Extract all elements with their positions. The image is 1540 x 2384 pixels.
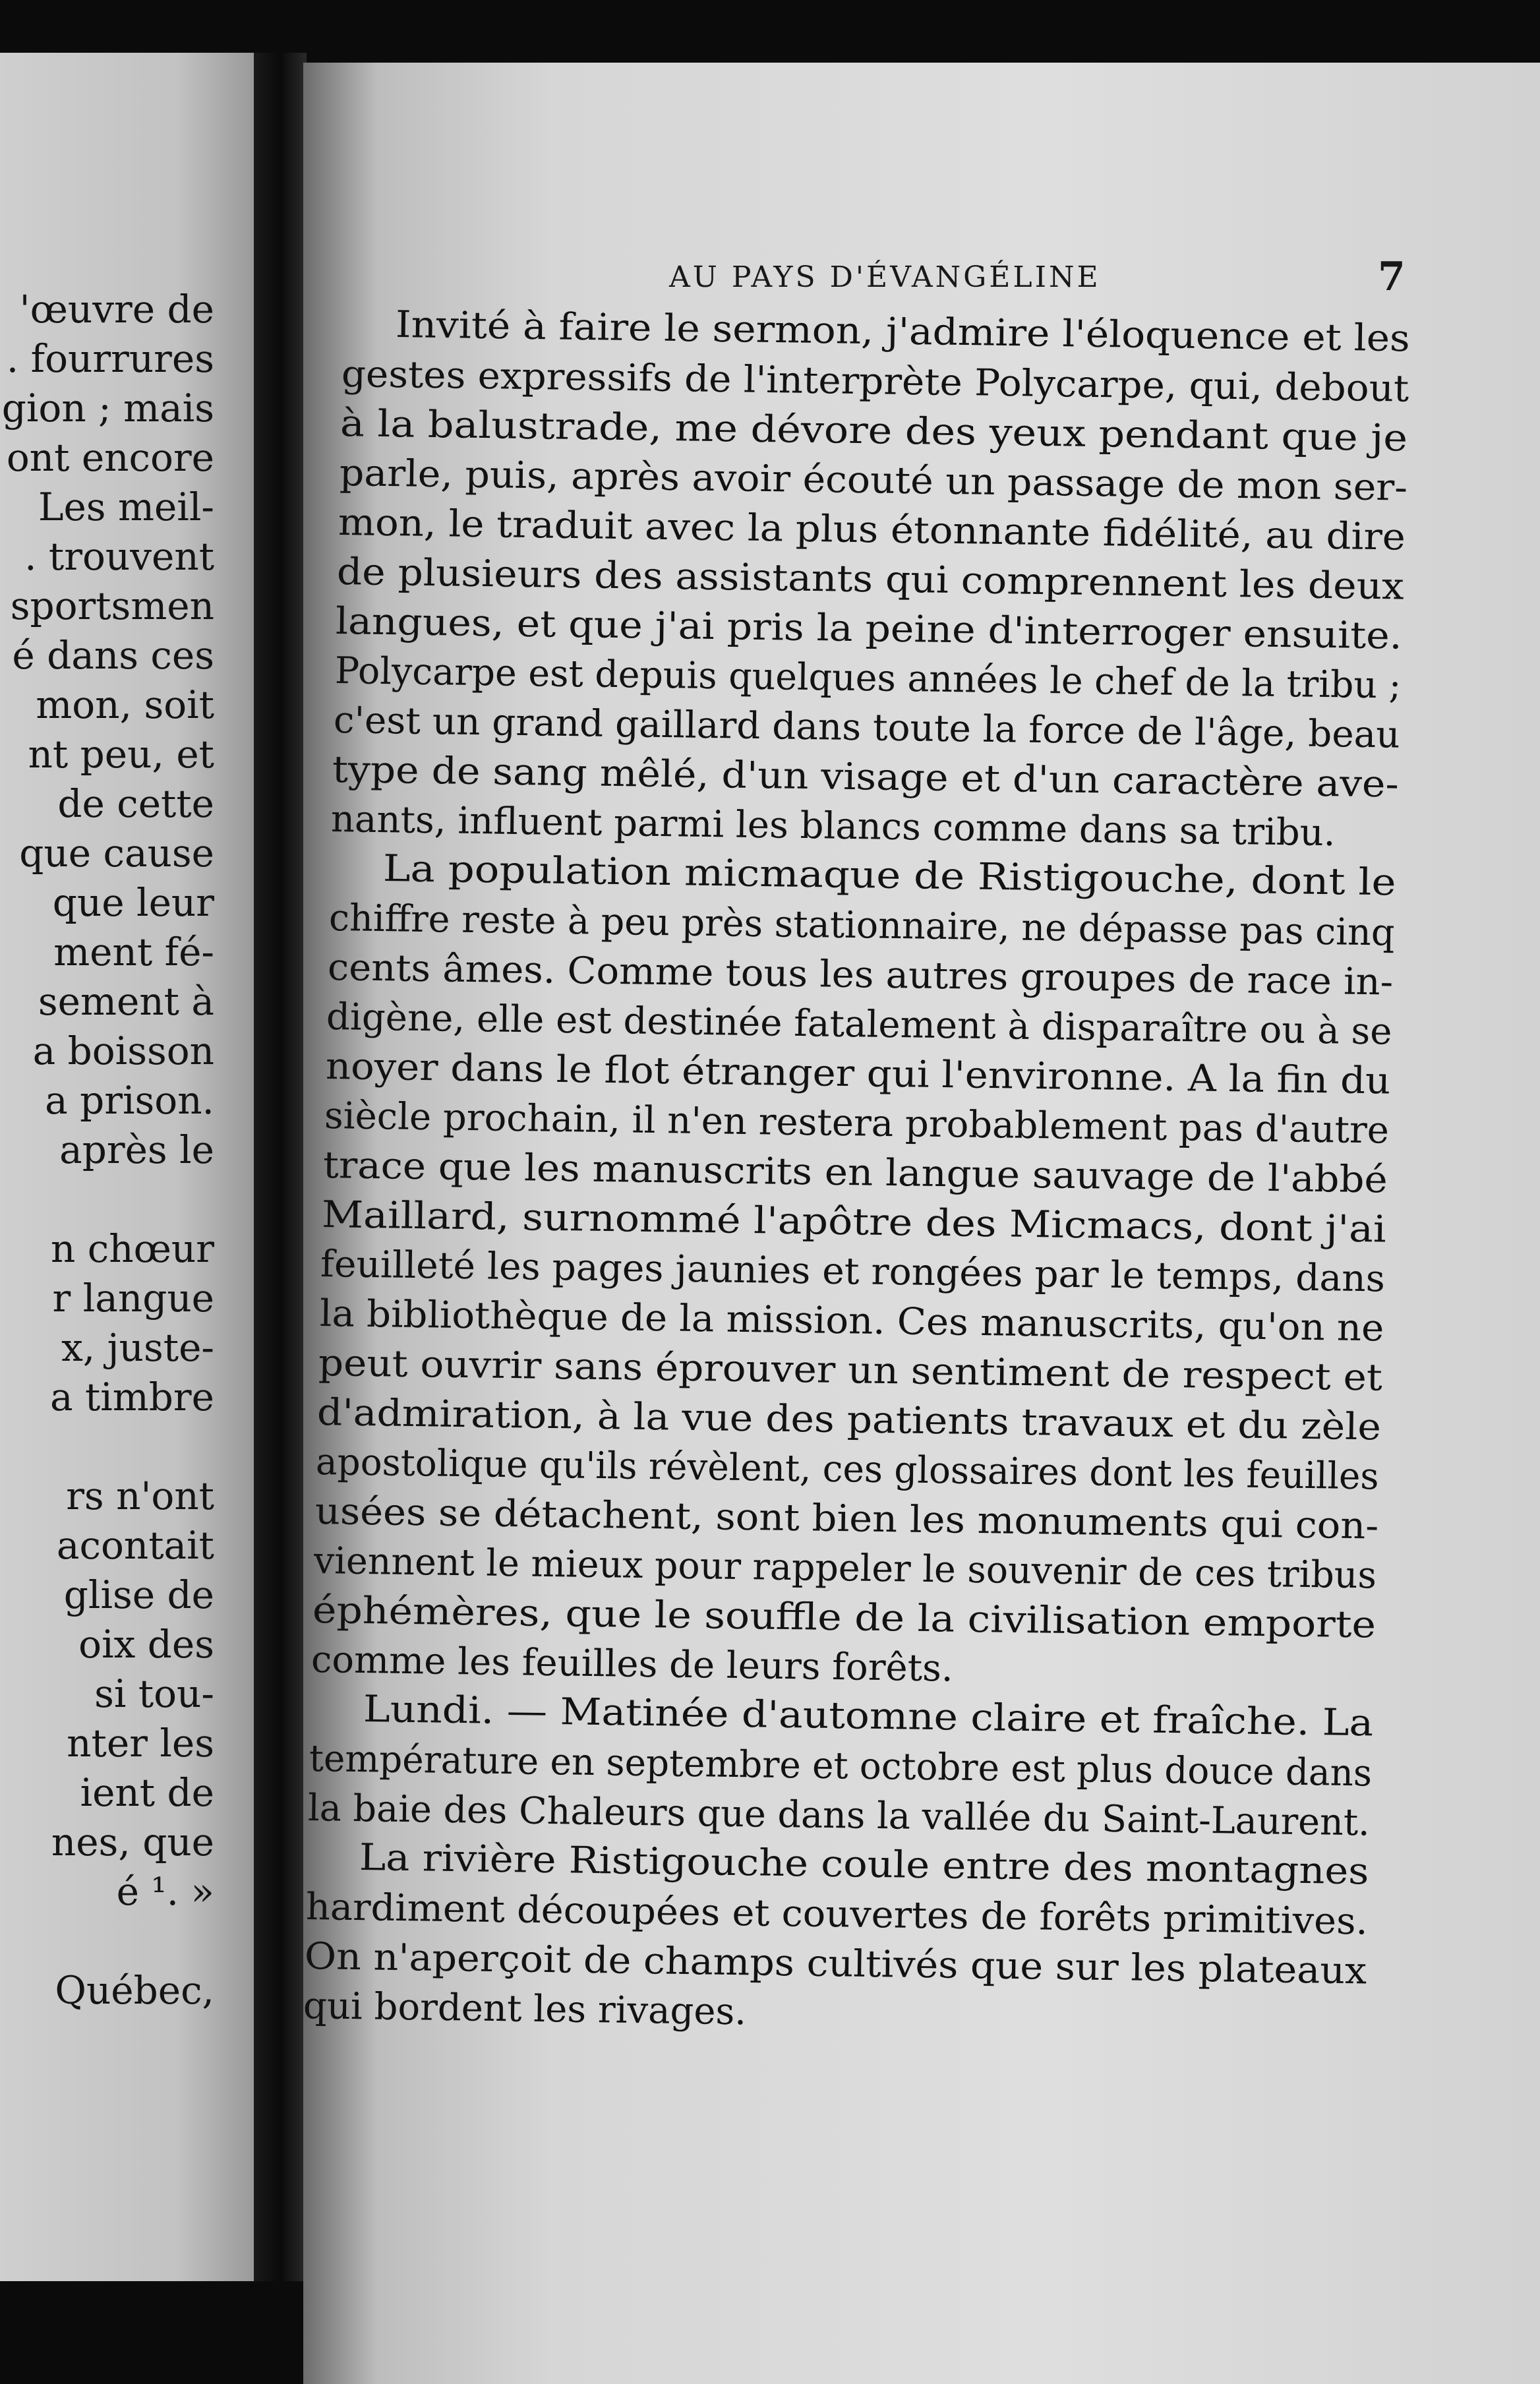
left-page-line: que leur bbox=[52, 880, 214, 925]
body-line: température en septembre et octobre est plus douce dans bbox=[309, 1737, 1373, 1795]
left-page-line: nt peu, et bbox=[28, 732, 214, 777]
body-line: type de sang mêlé, d'un visage et d'un caractère ave- bbox=[332, 748, 1400, 806]
left-page-line: que cause bbox=[19, 831, 214, 876]
body-line: On n'aperçoit de champs cultivés que sur les plateaux bbox=[304, 1935, 1367, 1993]
left-page-line: acontait bbox=[56, 1523, 214, 1568]
body-line: Invité à faire le sermon, j'admire l'éloquence et les bbox=[395, 303, 1411, 361]
body-line: Lundi. — Matinée d'automne claire et fraîche. La bbox=[363, 1688, 1374, 1745]
left-page-line: . trouvent bbox=[24, 534, 214, 579]
left-page-line: ont encore bbox=[6, 435, 214, 480]
body-line: éphémères, que le souffle de la civilisation emporte bbox=[312, 1589, 1377, 1647]
left-page-line: si tou- bbox=[94, 1671, 214, 1716]
body-line: Maillard, surnommé l'apôtre des Micmacs, dont j'ai bbox=[321, 1193, 1387, 1251]
body-line: cents âmes. Comme tous les autres groupes de race in- bbox=[327, 946, 1394, 1004]
body-line: qui bordent les rivages. bbox=[303, 1984, 747, 2034]
left-page-line: 'œuvre de bbox=[19, 287, 214, 332]
body-line: chiffre reste à peu près stationnaire, ne dépasse pas cinq bbox=[328, 897, 1395, 955]
left-page-line: sportsmen bbox=[10, 583, 214, 628]
body-line: d'admiration, à la vue des patients travaux et du zèle bbox=[316, 1391, 1382, 1449]
page-number: 7 bbox=[1378, 254, 1406, 300]
body-line: usées se détachent, sont bien les monuments qui con- bbox=[314, 1490, 1379, 1548]
left-page-line: glise de bbox=[63, 1572, 214, 1617]
body-line: Polycarpe est depuis quelques années le chef de la tribu ; bbox=[334, 649, 1402, 707]
left-page-line: é ¹. » bbox=[116, 1869, 214, 1914]
body-line: La population micmaque de Ristigouche, dont le bbox=[382, 847, 1396, 905]
left-page bbox=[0, 53, 254, 2281]
body-line: gestes expressifs de l'interprète Polycarpe, qui, debout bbox=[341, 353, 1409, 411]
left-page-line: nes, que bbox=[51, 1820, 214, 1864]
left-page-line: x, juste- bbox=[61, 1325, 214, 1370]
left-page-line: . fourrures bbox=[6, 336, 214, 381]
body-line: à la balustrade, me dévore des yeux pendant que je bbox=[340, 402, 1408, 460]
left-page-line: Les meil- bbox=[38, 485, 214, 529]
left-page-line: Québec, bbox=[55, 1968, 214, 2013]
body-line: hardiment découpées et couvertes de forêts primitives. bbox=[305, 1886, 1368, 1944]
body-line: siècle prochain, il n'en restera probablement pas d'autre bbox=[324, 1094, 1390, 1152]
right-page bbox=[303, 63, 1540, 2384]
running-title: AU PAYS D'ÉVANGÉLINE bbox=[669, 260, 1101, 294]
left-page-line: é dans ces bbox=[12, 633, 214, 678]
body-line: la bibliothèque de la mission. Ces manuscrits, qu'on ne bbox=[319, 1292, 1384, 1350]
body-line: viennent le mieux pour rappeler le souvenir de ces tribus bbox=[313, 1539, 1377, 1597]
left-page-line: ient de bbox=[80, 1770, 214, 1815]
body-line: feuilleté les pages jaunies et rongées par le temps, dans bbox=[320, 1243, 1386, 1301]
left-page-line: a boisson bbox=[32, 1028, 214, 1073]
body-line: La rivière Ristigouche coule entre des montagnes bbox=[359, 1836, 1370, 1893]
body-line: trace que les manuscrits en langue sauvage de l'abbé bbox=[322, 1144, 1388, 1202]
left-page-line: a timbre bbox=[49, 1375, 214, 1419]
body-text bbox=[303, 303, 1540, 2153]
left-page-line: r langue bbox=[52, 1276, 214, 1321]
body-line: de plusieurs des assistants qui comprennent les deux bbox=[336, 551, 1405, 609]
body-line: comme les feuilles de leurs forêts. bbox=[311, 1638, 954, 1690]
body-line: mon, le traduit avec la plus étonnante fidélité, au dire bbox=[338, 501, 1406, 559]
left-page-line: n chœur bbox=[50, 1226, 214, 1271]
left-page-line: a prison. bbox=[45, 1078, 214, 1123]
left-page-line: oix des bbox=[78, 1622, 214, 1667]
body-line: peut ouvrir sans éprouver un sentiment de respect et bbox=[318, 1342, 1383, 1400]
left-page-line: de cette bbox=[57, 781, 214, 826]
body-line: noyer dans le flot étranger qui l'environne. A la fin du bbox=[325, 1045, 1391, 1103]
left-page-line: sement à bbox=[38, 979, 214, 1024]
body-line: la baie des Chaleurs que dans la vallée du Saint-Laurent. bbox=[307, 1787, 1371, 1845]
left-page-line: mon, soit bbox=[36, 682, 214, 727]
body-line: apostolique qu'ils révèlent, ces glossaires dont les feuilles bbox=[315, 1441, 1380, 1499]
left-page-line: après le bbox=[59, 1127, 214, 1172]
left-page-line: nter les bbox=[67, 1721, 214, 1766]
body-line: parle, puis, après avoir écouté un passage de mon ser- bbox=[339, 452, 1408, 510]
left-page-line: rs n'ont bbox=[66, 1474, 214, 1518]
body-line: digène, elle est destinée fatalement à disparaître ou à se bbox=[326, 996, 1393, 1054]
body-line: nants, influent parmi les blancs comme dans sa tribu. bbox=[330, 798, 1336, 855]
left-page-line: gion ; mais bbox=[1, 386, 214, 431]
book-gutter bbox=[254, 53, 307, 2281]
left-page-line: ment fé- bbox=[53, 930, 214, 974]
body-line: langues, et que j'ai pris la peine d'interroger ensuite. bbox=[335, 600, 1403, 658]
body-line: c'est un grand gaillard dans toute la force de l'âge, beau bbox=[333, 699, 1400, 757]
